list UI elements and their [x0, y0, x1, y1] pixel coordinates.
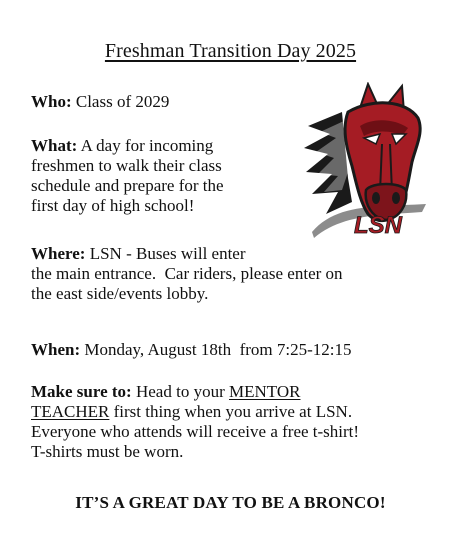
teacher-word: TEACHER — [31, 402, 110, 421]
make-sure-line-4: T-shirts must be worn. — [31, 442, 184, 461]
mentor-word: MENTOR — [229, 382, 301, 401]
what-line-1: A day for incoming — [80, 136, 214, 155]
what-label: What: — [31, 136, 78, 155]
who-label: Who: — [31, 92, 72, 111]
logo-nostril-left — [372, 192, 380, 204]
what-line-4: first day of high school! — [31, 196, 195, 215]
make-sure-label: Make sure to: — [31, 382, 132, 401]
flyer-title: Freshman Transition Day 2025 — [104, 40, 357, 62]
what-section — [31, 136, 281, 216]
where-label: Where: — [31, 244, 86, 263]
make-sure-pre: Head to your — [135, 382, 225, 401]
bronco-motto: IT’S A GREAT DAY TO BE A BRONCO! — [75, 493, 386, 512]
when-section — [31, 340, 352, 360]
make-sure-post: first thing when you arrive at LSN. — [113, 402, 353, 421]
when-text: Monday, August 18th from 7:25-12:15 — [84, 340, 352, 359]
where-line-3: the east side/events lobby. — [31, 284, 209, 303]
when-label: When: — [31, 340, 81, 359]
what-line-2: freshmen to walk their class — [31, 156, 222, 175]
who-text: Class of 2029 — [75, 92, 170, 111]
make-sure-section — [31, 382, 461, 462]
logo-text: LSN — [354, 212, 402, 239]
logo-nostril-right — [392, 192, 400, 204]
who-section — [31, 92, 169, 112]
where-line-1: LSN - Buses will enter — [89, 244, 246, 263]
bronco-mascot-icon — [302, 82, 432, 242]
make-sure-line-3: Everyone who attends will receive a free t-shirt! — [31, 422, 360, 441]
where-line-2: the main entrance. Car riders, please enter on — [31, 264, 343, 283]
what-line-3: schedule and prepare for the — [31, 176, 224, 195]
where-section — [31, 244, 451, 304]
